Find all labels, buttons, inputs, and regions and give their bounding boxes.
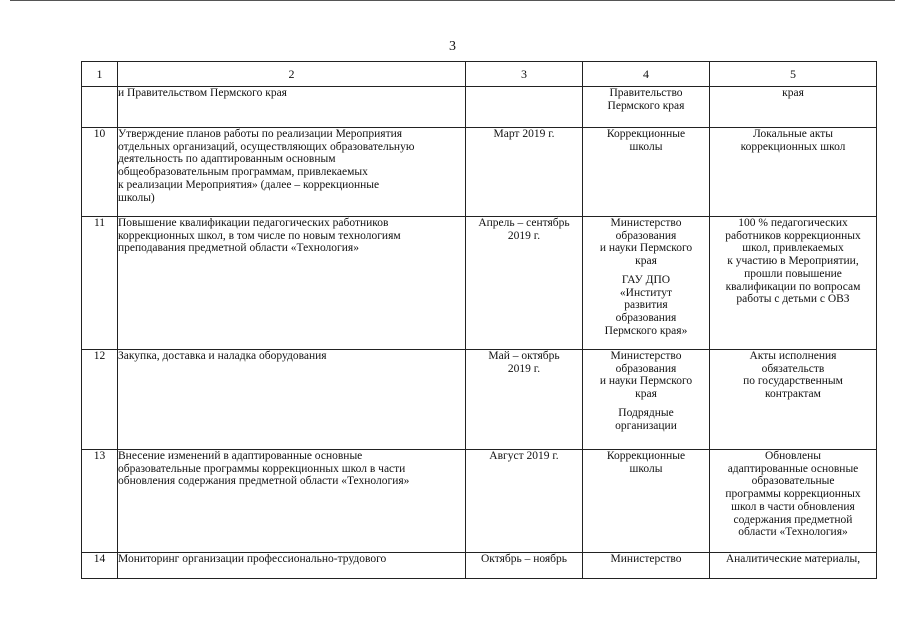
- table-row: [82, 350, 877, 450]
- column-number-row: [82, 62, 877, 87]
- row-number: 13: [82, 450, 118, 553]
- text-line: работников коррекционных: [725, 229, 861, 242]
- text-line: по государственным: [743, 375, 843, 388]
- action-cell: [118, 128, 466, 217]
- text-line: деятельность по адаптированным основным: [118, 153, 336, 166]
- responsible-cell: [583, 217, 710, 350]
- action-cell: [118, 553, 466, 579]
- result-cell: [710, 350, 877, 450]
- text-line: содержания предметной: [733, 513, 853, 526]
- text-line: адаптированные основные: [727, 462, 859, 475]
- text-line: общеобразовательным программам, привлекаемых: [118, 166, 368, 179]
- page-number: 3: [449, 39, 456, 54]
- text-line: к участию в Мероприятии,: [727, 255, 859, 268]
- text-line: организации: [615, 419, 677, 432]
- text-line: 100 % педагогических: [738, 217, 848, 229]
- text-line: преподавания предметной области «Технология»: [118, 242, 359, 255]
- table-row: [82, 553, 877, 579]
- text-line: Обновлены: [764, 450, 822, 462]
- responsible-cell: [583, 350, 710, 450]
- responsible-cell: [583, 553, 710, 579]
- text-line: образования: [615, 311, 677, 324]
- text-line: образования: [615, 362, 677, 375]
- text-line: Август 2019 г.: [489, 450, 559, 462]
- text-line: Правительство: [609, 87, 683, 99]
- action-cell: [118, 450, 466, 553]
- text-line: края: [782, 87, 804, 99]
- text-line: школ в части обновления: [731, 500, 855, 513]
- text-line: Май – октябрь: [488, 350, 560, 362]
- text-line: Повышение квалификации педагогических работников: [118, 217, 389, 229]
- text-line: Внесение изменений в адаптированные основные: [118, 450, 363, 462]
- text-line: Аналитические материалы,: [725, 553, 861, 565]
- text-line: школы: [629, 462, 663, 475]
- term-cell: [466, 553, 583, 579]
- text-line: 2019 г.: [507, 362, 541, 375]
- text-line: и науки Пермского: [599, 242, 693, 255]
- column-number: 3: [466, 62, 583, 87]
- text-line: квалификации по вопросам: [725, 280, 861, 293]
- term-cell: [466, 128, 583, 217]
- result-cell: [710, 87, 877, 128]
- term-cell: [466, 217, 583, 350]
- responsible-cell: [583, 450, 710, 553]
- text-line: контрактам: [765, 388, 821, 401]
- text-line: коррекционных школ: [740, 140, 846, 153]
- result-cell: [710, 128, 877, 217]
- table-row: [82, 450, 877, 553]
- result-cell: [710, 450, 877, 553]
- text-line: Подрядные: [618, 406, 674, 419]
- text-line: образовательные программы коррекционных школ в части: [118, 462, 406, 475]
- responsible-cell: [583, 128, 710, 217]
- text-line: ГАУ ДПО: [621, 273, 671, 286]
- text-line: Министерство: [610, 553, 682, 565]
- column-number: 5: [710, 62, 877, 87]
- term-cell: [466, 450, 583, 553]
- text-line: образовательные: [751, 475, 835, 488]
- text-line: Пермского края»: [604, 324, 688, 337]
- result-cell: [710, 217, 877, 350]
- text-line: Март 2019 г.: [493, 128, 555, 140]
- column-number: 4: [583, 62, 710, 87]
- text-line: Октябрь – ноябрь: [480, 553, 568, 565]
- text-line: Акты исполнения: [749, 350, 837, 362]
- column-number: 2: [118, 62, 466, 87]
- text-line: Мониторинг организации профессионально-трудового: [118, 553, 387, 565]
- action-cell: [118, 350, 466, 450]
- action-cell: [118, 87, 466, 128]
- text-line: области «Технология»: [738, 526, 848, 539]
- text-line: Апрель – сентябрь: [478, 217, 570, 229]
- text-line: отдельных организаций, осуществляющих образовательную: [118, 140, 415, 153]
- text-line: программы коррекционных: [725, 488, 861, 501]
- text-line: школы): [118, 191, 155, 204]
- text-line: работы с детьми с ОВЗ: [736, 293, 850, 306]
- term-cell: [466, 87, 583, 128]
- table-row: [82, 128, 877, 217]
- action-plan-table: [81, 61, 877, 579]
- table-row: [82, 217, 877, 350]
- row-number: 12: [82, 350, 118, 450]
- row-number: 14: [82, 553, 118, 579]
- text-line: 2019 г.: [507, 229, 541, 242]
- text-line: Локальные акты: [752, 128, 834, 140]
- text-line: обновления содержания предметной области «Технология»: [118, 475, 410, 488]
- text-line: Министерство: [610, 350, 682, 362]
- responsible-cell: [583, 87, 710, 128]
- text-line: края: [635, 255, 657, 268]
- text-line: Коррекционные: [606, 450, 686, 462]
- text-line: Закупка, доставка и наладка оборудования: [118, 350, 327, 362]
- row-number: 11: [82, 217, 118, 350]
- text-line: школ, привлекаемых: [742, 242, 844, 255]
- text-line: края: [635, 388, 657, 401]
- term-cell: [466, 350, 583, 450]
- text-line: Пермского края: [607, 99, 685, 112]
- text-line: образования: [615, 229, 677, 242]
- text-line: школы: [629, 140, 663, 153]
- text-line: коррекционных школ, в том числе по новым технологиям: [118, 229, 401, 242]
- text-line: Утверждение планов работы по реализации Мероприятия: [118, 128, 403, 140]
- text-line: «Институт: [619, 286, 673, 299]
- table-row: [82, 87, 877, 128]
- column-number: 1: [82, 62, 118, 87]
- text-line: обязательств: [761, 362, 825, 375]
- text-line: Министерство: [610, 217, 682, 229]
- text-line: Коррекционные: [606, 128, 686, 140]
- text-line: и науки Пермского: [599, 375, 693, 388]
- text-line: развития: [624, 299, 668, 312]
- action-cell: [118, 217, 466, 350]
- row-number: [82, 87, 118, 128]
- text-line: к реализации Мероприятия» (далее – коррекционные: [118, 178, 380, 191]
- text-line: прошли повышение: [744, 267, 842, 280]
- text-line: и Правительством Пермского края: [118, 87, 287, 99]
- result-cell: [710, 553, 877, 579]
- top-rule: [10, 0, 895, 1]
- row-number: 10: [82, 128, 118, 217]
